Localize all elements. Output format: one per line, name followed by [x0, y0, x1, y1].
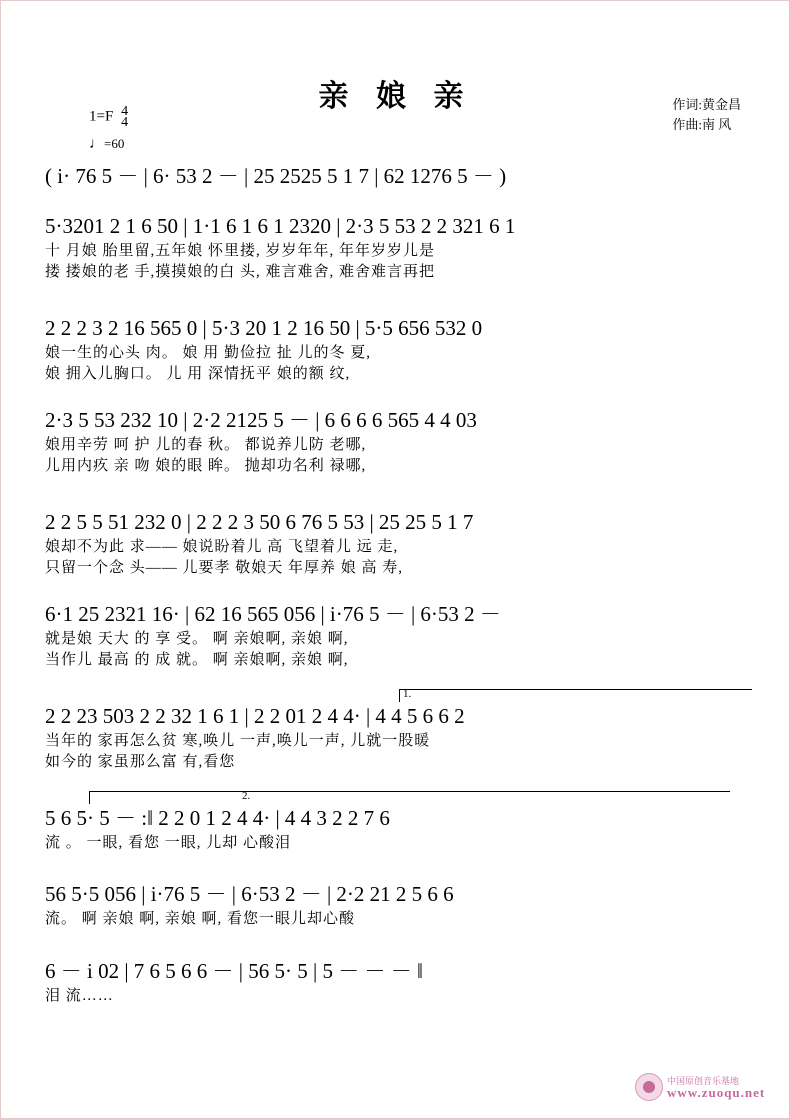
- score-line-5: [45, 599, 751, 671]
- score-line-2: [45, 313, 751, 385]
- page-title: 亲 娘 亲: [318, 80, 474, 113]
- lyric-row-verse1: 就是娘 天大 的 享 受。 啊 亲娘啊, 亲娘 啊,: [45, 631, 349, 647]
- score-line-intro: [45, 161, 751, 191]
- time-signature-denominator: 4: [121, 115, 129, 130]
- lyric-row-verse1: 流 。 一眼, 看您 一眼, 儿却 心酸泪: [45, 835, 292, 851]
- notation-row: 2 2 5 5 51 232 0 | 2 2 2 3 50 6 76 5 53 | 25 25 5 1 7: [45, 510, 474, 534]
- time-signature-numerator: 4: [121, 104, 129, 119]
- time-signature: [121, 106, 128, 128]
- score-line-7: [45, 803, 751, 854]
- watermark-text: [667, 1075, 765, 1099]
- score-line-1: [45, 211, 751, 283]
- lyric-row-verse2: 只留一个念 头—— 儿要孝 敬娘天 年厚养 娘 高 寿,: [45, 560, 404, 576]
- notation-row: 5 6 5· 5 － :‖ 2 2 0 1 2 4 4· | 4 4 3 2 2 7 6: [45, 806, 390, 830]
- notation-row: 56 5·5 056 | i·76 5 － | 6·53 2 － | 2·2 21 2 5 6 6: [45, 882, 454, 906]
- score-line-9: [45, 956, 751, 1007]
- watermark-logo-icon: [635, 1073, 663, 1101]
- notation-row: 2 2 2 3 2 16 565 0 | 5·3 20 1 2 16 50 | 5·5 656 532 0: [45, 316, 483, 340]
- score-line-4: [45, 507, 751, 579]
- second-ending-label: 2.: [242, 790, 251, 802]
- lyric-row-verse1: 娘一生的心头 肉。 娘 用 勤俭拉 扯 儿的冬 夏,: [45, 345, 372, 361]
- key-label: 1=F: [89, 108, 114, 125]
- lyric-row-verse2: 当作儿 最高 的 成 就。 啊 亲娘啊, 亲娘 啊,: [45, 652, 349, 668]
- notation-row: 6 － i 02 | 7 6 5 6 6 － | 56 5· 5 | 5 － － － ‖: [45, 959, 423, 983]
- lyric-row-verse1: 娘用辛劳 呵 护 儿的春 秋。 都说养儿防 老哪,: [45, 437, 367, 453]
- lyricist: 作词:黄金昌: [672, 97, 741, 112]
- lyric-row-verse2: 搂 搂娘的老 手,摸摸娘的白 头, 难言难舍, 难舍难言再把: [45, 264, 436, 280]
- lyric-row-verse1: 娘却不为此 求—— 娘说盼着儿 高 飞望着儿 远 走,: [45, 539, 399, 555]
- score-line-3: [45, 405, 751, 477]
- notation-row: 2·3 5 53 232 10 | 2·2 2125 5 － | 6 6 6 6 565 4 4 03: [45, 408, 477, 432]
- tempo-value: =60: [104, 136, 125, 151]
- composer: 作曲:南 风: [672, 117, 732, 132]
- credits: [672, 95, 741, 135]
- lyric-row-verse2: 如今的 家虽那么富 有,看您: [45, 754, 236, 770]
- notation-row: ( i· 76 5 － | 6· 53 2 － | 25 2525 5 1 7 | 62 1276 5 － ): [45, 164, 507, 188]
- lyric-row-verse1: 十 月娘 胎里留,五年娘 怀里搂, 岁岁年年, 年年岁岁儿是: [45, 243, 436, 259]
- notation-row: 5·3201 2 1 6 50 | 1·1 6 1 6 1 2320 | 2·3 5 53 2 2 321 6 1: [45, 214, 516, 238]
- quarter-note-icon: ♩: [89, 136, 104, 152]
- score-line-8: [45, 879, 751, 930]
- key-signature: [89, 106, 128, 128]
- lyric-row-verse1: 泪 流……: [45, 988, 114, 1004]
- lyric-row-verse1: 当年的 家再怎么贫 寒,唤儿 一声,唤儿一声, 儿就一股暖: [45, 733, 431, 749]
- notation-row: 6·1 25 2321 16· | 62 16 565 056 | i·76 5 － | 6·53 2 －: [45, 602, 501, 626]
- watermark-sub: 中国原创音乐基地: [667, 1076, 740, 1086]
- first-ending-label: 1.: [403, 688, 412, 700]
- site-watermark: [635, 1070, 765, 1104]
- notation-row: 2 2 23 503 2 2 32 1 6 1 | 2 2 01 2 4 4· | 4 4 5 6 6 2: [45, 704, 465, 728]
- lyric-row-verse2: 儿用内疚 亲 吻 娘的眼 眸。 抛却功名利 禄哪,: [45, 458, 367, 474]
- watermark-brand: www.zuoqu.net: [667, 1085, 766, 1100]
- score-line-6: [45, 701, 751, 773]
- lyric-row-verse1: 流。 啊 亲娘 啊, 亲娘 啊, 看您一眼儿却心酸: [45, 911, 356, 927]
- lyric-row-verse2: 娘 拥入儿胸口。 儿 用 深情抚平 娘的额 纹,: [45, 366, 351, 382]
- tempo-marking: [89, 136, 124, 153]
